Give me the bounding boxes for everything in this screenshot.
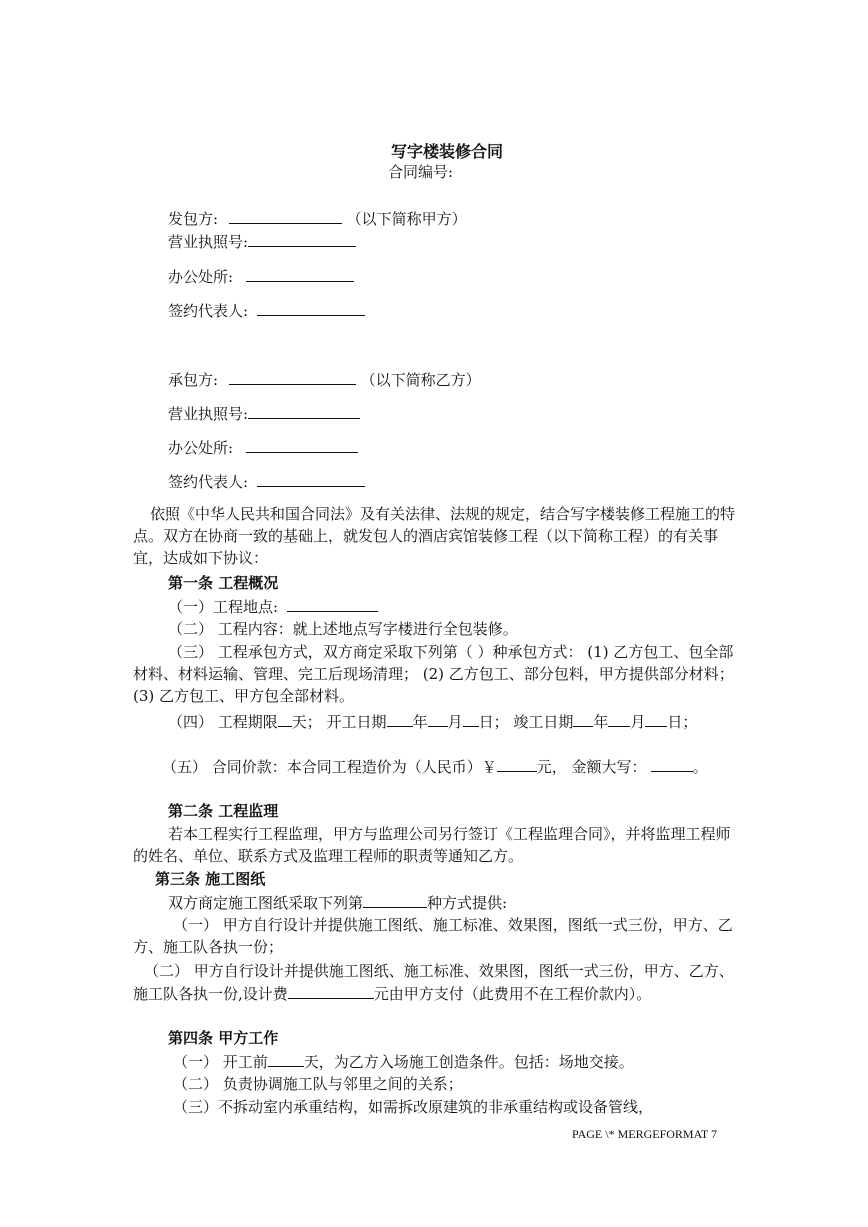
party-b-office-line	[168, 436, 358, 458]
party-b-license-label: 营业执照号:	[168, 405, 249, 423]
start-year-unit: 年	[412, 713, 428, 731]
article-1-item-4	[133, 710, 738, 733]
start-year-blank	[387, 710, 413, 727]
article-1-item-3: （三） 工程承包方式，双方商定采取下列第（ ）种承包方式： (1) 乙方包工、包全部材料、材料运输、管理、完工后现场清理； (2) 乙方包工、部分包料，甲方提供部分材料； (3) 乙方包工、甲方包全部材料。	[133, 643, 734, 705]
article-4-heading: 第四条 甲方工作	[168, 1029, 279, 1047]
article-1-item-2: （二） 工程内容：就上述地点写字楼进行全包装修。	[168, 620, 518, 638]
article-3-heading: 第三条 施工图纸	[155, 870, 266, 888]
item-5-price-label: （五） 合同价款：本合同工程造价为（人民币）￥	[162, 758, 497, 776]
party-b-line	[168, 368, 481, 390]
article-4-item-3: （三）不拆动室内承重结构，如需拆改原建筑的非承重结构或设备管线，	[173, 1098, 654, 1116]
article-3-item-1: （一） 甲方自行设计并提供施工图纸、施工标准、效果图，图纸一式三份，甲方、乙方、施工队各执一份；	[133, 916, 733, 956]
article-3-intro-b: 种方式提供:	[427, 894, 508, 912]
article-3-intro	[168, 891, 507, 913]
end-month-blank	[608, 710, 630, 727]
end-year-blank	[573, 710, 593, 727]
contract-number-label: 合同编号:	[388, 163, 454, 181]
end-day-blank	[645, 710, 667, 727]
party-a-label: 发包方:	[168, 210, 219, 228]
article-4-item-1-b: 天，为乙方入场施工创造条件。包括：场地交接。	[303, 1053, 634, 1071]
article-1-heading: 第一条 工程概况	[168, 574, 279, 592]
party-b-license-line	[168, 402, 360, 424]
intro-paragraph: 依照《中华人民共和国合同法》及有关法律、法规的规定，结合写字楼装修工程施工的特点。双方在协商一致的基础上，就发包人的酒店宾馆装修工程（以下简称工程）的有关事宜，达成如下协议：	[133, 505, 736, 567]
days-before-blank	[268, 1050, 304, 1067]
party-a-rep-blank	[257, 299, 365, 316]
party-a-suffix: （以下简称甲方）	[346, 210, 467, 228]
end-year-unit: 年	[593, 713, 609, 731]
page-footer: PAGE \* MERGEFORMAT 7	[572, 1127, 718, 1141]
article-4-item-1	[173, 1050, 634, 1072]
party-a-license-blank	[248, 230, 356, 247]
end-month-unit: 月	[630, 713, 646, 731]
article-2-heading: 第二条 工程监理	[168, 802, 279, 820]
party-b-license-blank	[248, 402, 360, 419]
term-days-blank	[278, 710, 292, 727]
party-b-rep-line	[168, 470, 365, 492]
article-3-item-2-b: 元由甲方支付（此费用不在工程价款内）。	[373, 985, 652, 1003]
article-1-item-5	[133, 755, 738, 778]
location-blank	[287, 595, 378, 612]
item-4-end-label: 日； 竣工日期	[478, 713, 574, 731]
party-b-rep-blank	[257, 470, 365, 487]
party-b-label: 承包方:	[168, 371, 219, 389]
article-4-item-2: （二） 负责协调施工队与邻里之间的关系；	[173, 1075, 463, 1093]
article-3-item-2-a: （二） 甲方自行设计并提供施工图纸、施工标准、效果图，图纸一式三份，甲方、乙方、施工队各执一份,设计费	[133, 962, 734, 1003]
party-a-license-line	[168, 230, 356, 252]
article-3-item-2	[133, 960, 738, 1005]
party-a-office-line	[168, 265, 354, 287]
design-fee-blank	[288, 982, 374, 999]
price-words-blank	[651, 755, 693, 772]
drawing-method-blank	[363, 891, 427, 908]
party-b-suffix: （以下简称乙方）	[360, 371, 481, 389]
party-b-office-blank	[246, 436, 358, 453]
article-2-body: 若本工程实行工程监理，甲方与监理公司另行签订《工程监理合同》，并将监理工程师的姓名、单位、联系方式及监理工程师的职责等通知乙方。	[133, 825, 731, 865]
party-a-rep-label: 签约代表人:	[168, 302, 249, 320]
start-month-unit: 月	[447, 713, 463, 731]
party-a-office-label: 办公处所:	[168, 268, 234, 286]
party-b-office-label: 办公处所:	[168, 439, 234, 457]
party-a-license-label: 营业执照号:	[168, 233, 249, 251]
party-a-line	[168, 207, 467, 229]
party-a-rep-line	[168, 299, 365, 321]
article-3-intro-a: 双方商定施工图纸采取下列第	[168, 894, 364, 912]
price-blank	[497, 755, 537, 772]
start-month-blank	[428, 710, 448, 727]
item-4-term-label: （四） 工程期限	[168, 713, 278, 731]
item-5-end: 。	[692, 758, 708, 776]
article-1-item-1	[168, 595, 378, 617]
party-a-blank	[229, 207, 342, 224]
article-4-item-1-a: （一） 开工前	[173, 1053, 268, 1071]
party-b-blank	[229, 368, 356, 385]
article-1-item-1-text: （一）工程地点:	[168, 598, 279, 616]
party-b-rep-label: 签约代表人:	[168, 473, 249, 491]
item-5-words-label: 元， 金额大写：	[536, 758, 647, 776]
end-day-unit: 日；	[667, 713, 698, 731]
start-day-blank	[463, 710, 479, 727]
party-a-office-blank	[246, 265, 354, 282]
document-title: 写字楼装修合同	[391, 142, 504, 161]
item-4-start-label: 天； 开工日期	[291, 713, 387, 731]
